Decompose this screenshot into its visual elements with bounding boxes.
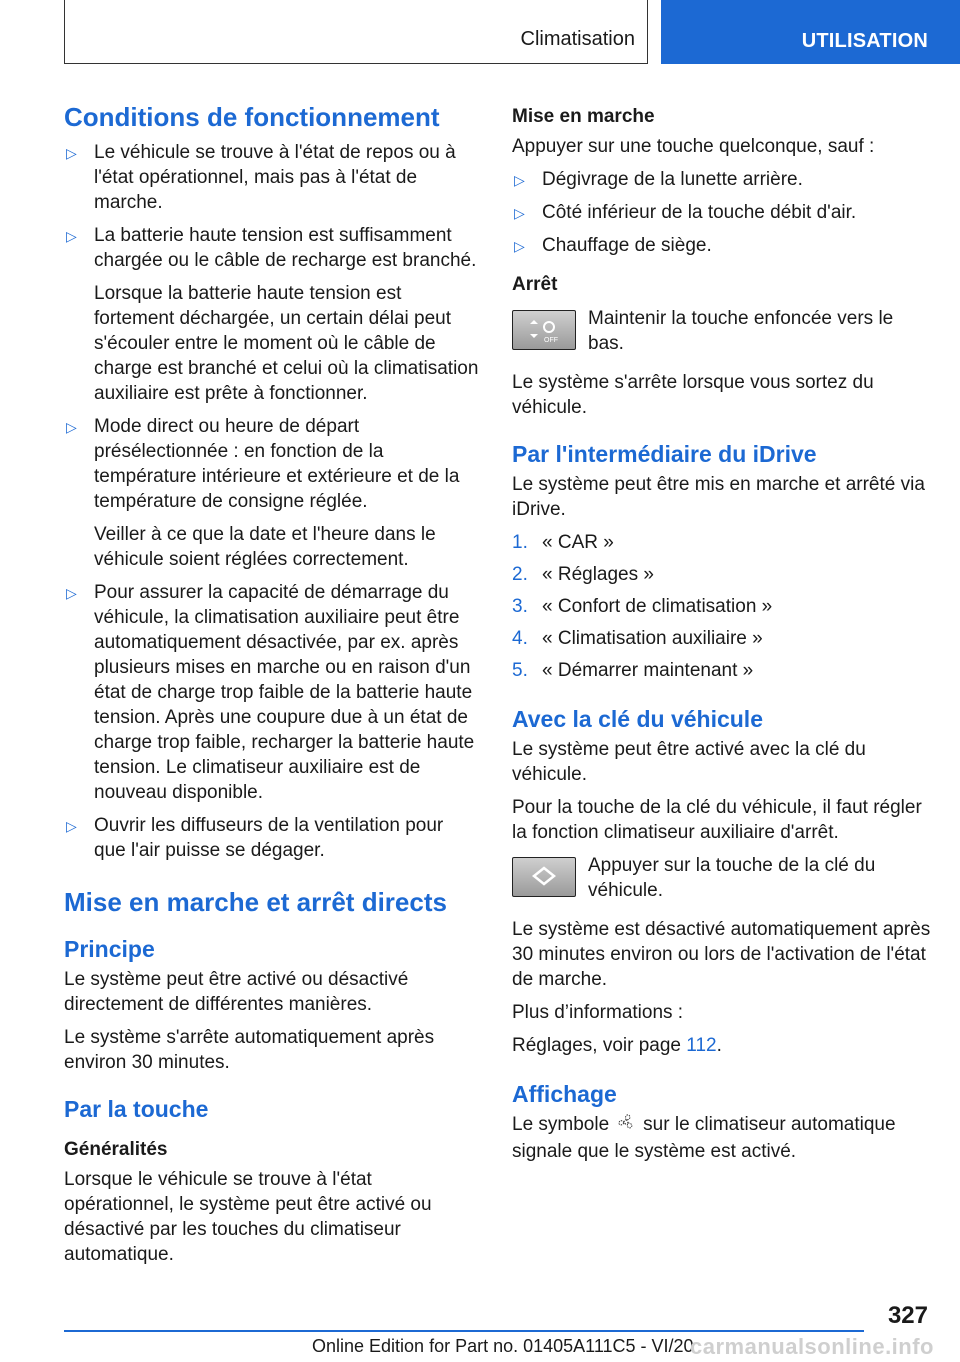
chapter-tab bbox=[661, 0, 960, 64]
heading-conditions: Conditions de fonctionnement bbox=[64, 102, 440, 132]
triangle-bullet-icon: ▷ bbox=[514, 172, 525, 188]
list-item: ▷ La batterie haute tension est suffisamment chargée ou le câble de recharge est branché. Lorsque la batterie haute tension est fortement déchargée, un certain délai peut s'écouler entre le moment où le câble de charge est branché et celui où la climatisation auxiliaire est prête à fonctionner. bbox=[66, 225, 479, 404]
triangle-bullet-icon: ▷ bbox=[66, 419, 77, 435]
left-column bbox=[64, 100, 480, 1275]
arret-icon-row bbox=[512, 306, 932, 358]
cle-paragraph-3: Le système est désactivé automatiquement après 30 minutes environ ou lors de l'activation de l'état de marche. bbox=[512, 919, 931, 990]
heading-principe: Principe bbox=[64, 936, 155, 962]
marche-exceptions-list bbox=[512, 167, 932, 258]
triangle-bullet-icon: ▷ bbox=[66, 818, 77, 834]
idrive-steps bbox=[512, 530, 932, 683]
triangle-bullet-icon: ▷ bbox=[66, 585, 77, 601]
cle-reference: Réglages, voir page 112. bbox=[512, 1035, 722, 1056]
list-item: ▷ Dégivrage de la lunette arrière. bbox=[512, 167, 932, 192]
heading-idrive: Par l'intermédiaire du iDrive bbox=[512, 441, 817, 467]
cle-instruction: Appuyer sur la touche de la clé du véhicule. bbox=[588, 855, 876, 901]
header-left-box bbox=[64, 0, 648, 64]
footer-divider bbox=[64, 1330, 864, 1332]
list-item: ▷ Le véhicule se trouve à l'état de repos ou à l'état opérationnel, mais pas à l'état de marche. bbox=[66, 142, 456, 213]
svg-text:OFF: OFF bbox=[544, 337, 558, 344]
list-item: ▷ Mode direct ou heure de départ présélectionnée : en fonction de la température intérieure et extérieure et de la température de consigne réglée. Veiller à ce que la date et l'heure dans le véhicule soient réglées correctement. bbox=[66, 416, 460, 570]
heading-mise-en-marche-directs: Mise en marche et arrêt directs bbox=[64, 887, 447, 917]
triangle-bullet-icon: ▷ bbox=[66, 228, 77, 244]
arret-paragraph: Le système s'arrête lorsque vous sortez du véhicule. bbox=[512, 372, 874, 418]
list-item: 3. « Confort de climatisation » bbox=[512, 596, 773, 617]
list-item: ▷ Chauffage de siège. bbox=[512, 233, 932, 258]
heading-par-la-touche: Par la touche bbox=[64, 1096, 209, 1122]
page-link[interactable]: 112 bbox=[686, 1035, 717, 1056]
list-item: 1. « CAR » bbox=[512, 532, 614, 553]
heading-cle: Avec la clé du véhicule bbox=[512, 706, 763, 732]
principe-paragraph-2: Le système s'arrête automatiquement après environ 30 minutes. bbox=[64, 1027, 435, 1073]
cle-paragraph-2: Pour la touche de la clé du véhicule, il faut régler la fonction climatiseur auxiliaire d'arrêt. bbox=[512, 797, 922, 843]
fan-off-button-icon bbox=[512, 310, 576, 350]
right-column bbox=[512, 104, 932, 1172]
triangle-bullet-icon: ▷ bbox=[514, 205, 525, 221]
triangle-bullet-icon: ▷ bbox=[514, 238, 525, 254]
arret-instruction: Maintenir la touche enfoncée vers le bas. bbox=[588, 308, 894, 354]
fan-symbol-icon bbox=[615, 1112, 637, 1139]
footer-edition: Online Edition for Part no. 01405A111C5 - VI/20 bbox=[312, 1336, 694, 1356]
chapter-title: UTILISATION bbox=[801, 30, 928, 52]
key-button-icon bbox=[512, 857, 576, 897]
list-item: ▷ Ouvrir les diffuseurs de la ventilation pour que l'air puisse se dégager. bbox=[66, 815, 444, 861]
heading-generalites: Généralités bbox=[64, 1139, 168, 1160]
cle-icon-row bbox=[512, 853, 932, 905]
heading-arret: Arrêt bbox=[512, 274, 558, 295]
list-item: 5. « Démarrer maintenant » bbox=[512, 660, 754, 681]
affichage-paragraph: Le symbole sur le climatiseur automatique signale que le système est activé. bbox=[512, 1114, 896, 1162]
idrive-paragraph: Le système peut être mis en marche et arrêté via iDrive. bbox=[512, 474, 925, 520]
cle-paragraph-4: Plus d’informations : bbox=[512, 1002, 684, 1023]
list-item: ▷ Pour assurer la capacité de démarrage du véhicule, la climatisation auxiliaire peut être automatiquement désactivée, par ex. après plusieurs mises en marche ou en raison d'un état de charge trop faible de la batterie haute tension. Après une coupure due à un état de charge trop faible, recharger la batterie haute tension. Le climatiseur auxiliaire est de nouveau disponible. bbox=[66, 582, 475, 803]
cle-paragraph-1: Le système peut être activé avec la clé du véhicule. bbox=[512, 739, 866, 785]
section-title: Climatisation bbox=[520, 28, 635, 50]
page-number: 327 bbox=[887, 1302, 928, 1329]
watermark: carmanualsonline.info bbox=[690, 1334, 934, 1359]
list-item: ▷ Côté inférieur de la touche débit d'air. bbox=[512, 200, 932, 225]
list-item: 4. « Climatisation auxiliaire » bbox=[512, 628, 763, 649]
list-item: 2. « Réglages » bbox=[512, 564, 654, 585]
heading-affichage: Affichage bbox=[512, 1081, 617, 1107]
conditions-list bbox=[64, 140, 480, 863]
generalites-paragraph: Lorsque le véhicule se trouve à l'état opérationnel, le système peut être activé ou désactivé par les touches du climatiseur automatique. bbox=[64, 1169, 432, 1265]
marche-paragraph: Appuyer sur une touche quelconque, sauf : bbox=[512, 136, 875, 157]
principe-paragraph-1: Le système peut être activé ou désactivé directement de différentes manières. bbox=[64, 969, 409, 1015]
heading-mise-en-marche: Mise en marche bbox=[512, 106, 655, 127]
triangle-bullet-icon: ▷ bbox=[66, 145, 77, 161]
